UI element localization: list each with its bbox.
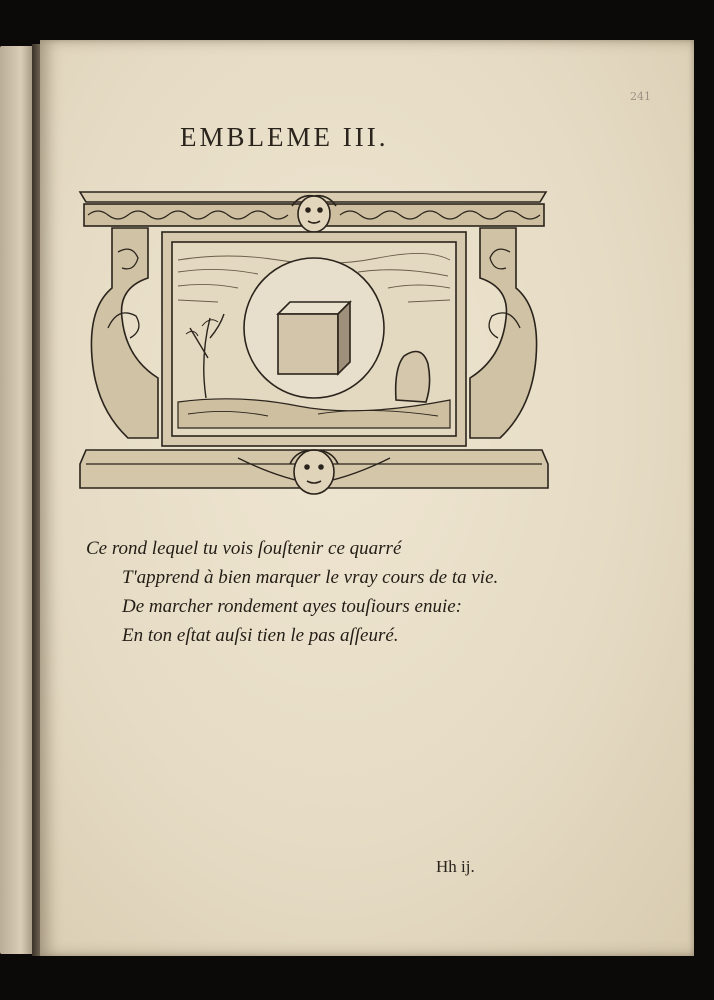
signature-mark: Hh ij.: [436, 857, 475, 876]
verse-line: De marcher rondement ayes touſiours enuie:: [122, 596, 462, 617]
verse-line: En ton eſtat auſsi tien le pas aſſeuré.: [122, 625, 399, 646]
verse-line: Ce rond lequel tu vois ſouſtenir ce quarré: [86, 538, 402, 559]
folio-number: 241: [630, 90, 651, 103]
emblem-title: EMBLEME III.: [180, 122, 389, 152]
emblem-engraving: [78, 188, 550, 500]
emblem-verse: [86, 534, 498, 650]
verse-line: T'apprend à bien marquer le vray cours de ta vie.: [122, 567, 499, 588]
